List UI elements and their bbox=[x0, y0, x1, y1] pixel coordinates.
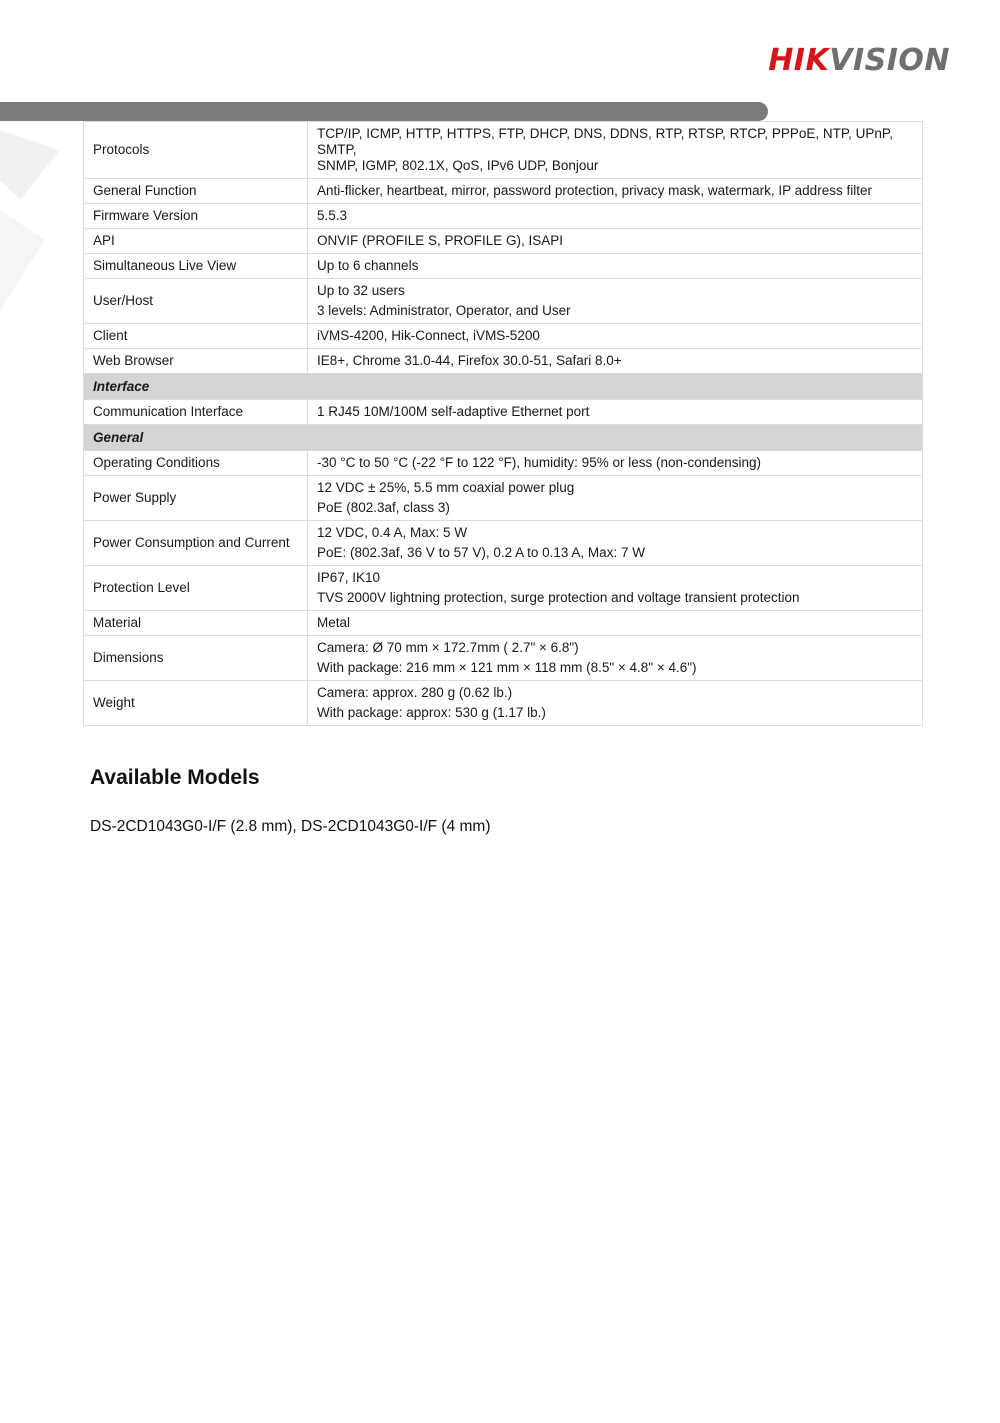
spec-value-line: Up to 32 users bbox=[317, 283, 405, 298]
spec-value: 1 RJ45 10M/100M self-adaptive Ethernet port bbox=[308, 400, 923, 425]
spec-row-communication-interface bbox=[84, 400, 923, 425]
spec-label: User/Host bbox=[84, 279, 308, 324]
header-bar bbox=[0, 102, 768, 121]
spec-label: Dimensions bbox=[84, 636, 308, 681]
spec-value: Metal bbox=[308, 611, 923, 636]
spec-label: Protocols bbox=[84, 122, 308, 179]
spec-row-client bbox=[84, 324, 923, 349]
spec-value-line: 3 levels: Administrator, Operator, and User bbox=[317, 303, 571, 318]
spec-table bbox=[83, 121, 923, 726]
spec-value-line: With package: 216 mm × 121 mm × 118 mm (8.5" × 4.8" × 4.6") bbox=[317, 660, 697, 675]
spec-value bbox=[308, 476, 923, 521]
spec-row-firmware-version bbox=[84, 204, 923, 229]
spec-row-user-host bbox=[84, 279, 923, 324]
section-row-interface bbox=[84, 374, 923, 400]
spec-value bbox=[308, 566, 923, 611]
logo-vision-text: VISION bbox=[829, 43, 950, 78]
spec-row-protocols bbox=[84, 122, 923, 179]
spec-value bbox=[308, 279, 923, 324]
spec-value-line: IP67, IK10 bbox=[317, 570, 381, 585]
spec-row-general-function bbox=[84, 179, 923, 204]
spec-label: Firmware Version bbox=[84, 204, 308, 229]
logo-hik-text: HIK bbox=[768, 43, 830, 78]
spec-label: Power Consumption and Current bbox=[84, 521, 308, 566]
available-models-title: Available Models bbox=[90, 766, 260, 789]
spec-label: Power Supply bbox=[84, 476, 308, 521]
spec-value-line: 12 VDC, 0.4 A, Max: 5 W bbox=[317, 525, 468, 540]
spec-value: ONVIF (PROFILE S, PROFILE G), ISAPI bbox=[308, 229, 923, 254]
spec-row-power-consumption bbox=[84, 521, 923, 566]
spec-row-material bbox=[84, 611, 923, 636]
spec-row-protection-level bbox=[84, 566, 923, 611]
spec-value-line: Camera: approx. 280 g (0.62 lb.) bbox=[317, 685, 513, 700]
spec-value-line: With package: approx: 530 g (1.17 lb.) bbox=[317, 705, 546, 720]
available-models-list: DS-2CD1043G0-I/F (2.8 mm), DS-2CD1043G0-I/F (4 mm) bbox=[90, 818, 491, 835]
spec-row-operating-conditions bbox=[84, 451, 923, 476]
section-row-general bbox=[84, 425, 923, 451]
spec-value-line: 12 VDC ± 25%, 5.5 mm coaxial power plug bbox=[317, 480, 575, 495]
spec-label: API bbox=[84, 229, 308, 254]
spec-value-line: PoE (802.3af, class 3) bbox=[317, 500, 450, 515]
spec-value-line: TCP/IP, ICMP, HTTP, HTTPS, FTP, DHCP, DNS, DDNS, RTP, RTSP, RTCP, PPPoE, NTP, UPnP, SMTP, bbox=[317, 126, 893, 157]
spec-label: Weight bbox=[84, 681, 308, 726]
spec-value bbox=[308, 521, 923, 566]
spec-value: Anti-flicker, heartbeat, mirror, password protection, privacy mask, watermark, IP address filter bbox=[308, 179, 923, 204]
spec-value: Up to 6 channels bbox=[308, 254, 923, 279]
spec-label: Material bbox=[84, 611, 308, 636]
spec-row-api bbox=[84, 229, 923, 254]
spec-label: Protection Level bbox=[84, 566, 308, 611]
spec-label: Client bbox=[84, 324, 308, 349]
section-heading: General bbox=[84, 425, 923, 451]
spec-row-live-view bbox=[84, 254, 923, 279]
spec-row-web-browser bbox=[84, 349, 923, 374]
spec-value: 5.5.3 bbox=[308, 204, 923, 229]
spec-value bbox=[308, 636, 923, 681]
spec-value-line: SNMP, IGMP, 802.1X, QoS, IPv6 UDP, Bonjour bbox=[317, 158, 599, 173]
spec-value: IE8+, Chrome 31.0-44, Firefox 30.0-51, Safari 8.0+ bbox=[308, 349, 923, 374]
spec-row-power-supply bbox=[84, 476, 923, 521]
spec-value-line: Camera: Ø 70 mm × 172.7mm ( 2.7" × 6.8") bbox=[317, 640, 579, 655]
spec-label: Communication Interface bbox=[84, 400, 308, 425]
spec-value bbox=[308, 122, 923, 179]
spec-label: Simultaneous Live View bbox=[84, 254, 308, 279]
spec-value-line: PoE: (802.3af, 36 V to 57 V), 0.2 A to 0.13 A, Max: 7 W bbox=[317, 545, 645, 560]
spec-value-line: TVS 2000V lightning protection, surge protection and voltage transient protection bbox=[317, 590, 800, 605]
decorative-shape-icon bbox=[0, 120, 70, 320]
spec-label: Operating Conditions bbox=[84, 451, 308, 476]
spec-label: Web Browser bbox=[84, 349, 308, 374]
spec-value bbox=[308, 681, 923, 726]
section-heading: Interface bbox=[84, 374, 923, 400]
spec-value: -30 °C to 50 °C (-22 °F to 122 °F), humidity: 95% or less (non-condensing) bbox=[308, 451, 923, 476]
spec-row-weight bbox=[84, 681, 923, 726]
spec-row-dimensions bbox=[84, 636, 923, 681]
spec-label: General Function bbox=[84, 179, 308, 204]
spec-value: iVMS-4200, Hik-Connect, iVMS-5200 bbox=[308, 324, 923, 349]
hikvision-logo bbox=[768, 43, 950, 78]
